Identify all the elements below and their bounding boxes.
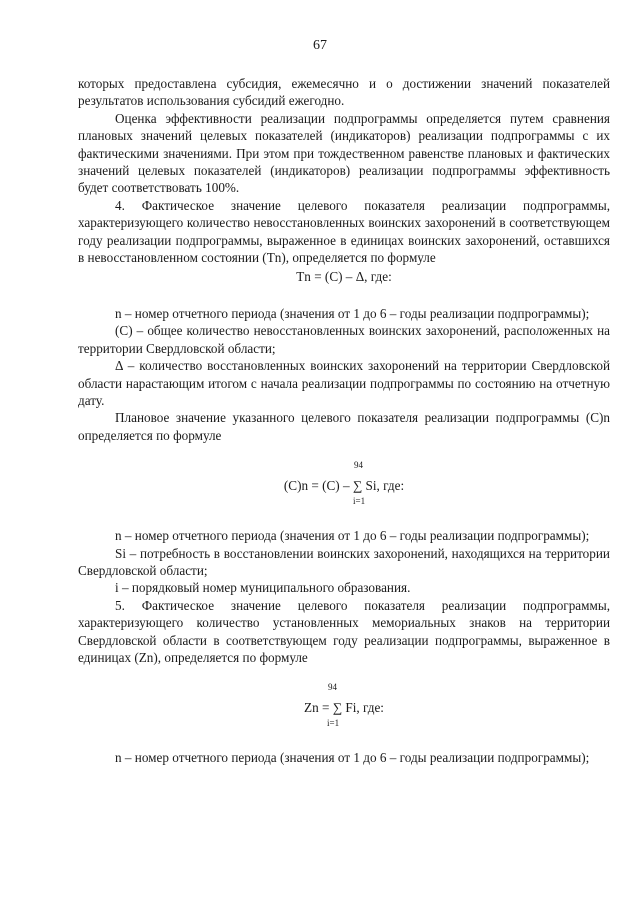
paragraph: Si – потребность в восстановлении воинских захоронений, находящихся на территории Свердловской области; bbox=[78, 545, 610, 578]
paragraph: которых предоставлена субсидия, ежемесячно и о достижении значений показателей результатов использования субсидий ежегодно. bbox=[78, 76, 610, 109]
paragraph: n – номер отчетного периода (значения от 1 до 6 – годы реализации подпрограммы); bbox=[115, 305, 590, 321]
sum-lower-limit: i=1 bbox=[327, 718, 340, 729]
formula-zn bbox=[78, 682, 610, 730]
paragraph: (С) – общее количество невосстановленных воинских захоронений, расположенных на территории Свердловской области; bbox=[78, 323, 610, 356]
document-body bbox=[78, 75, 610, 767]
paragraph: 4. Фактическое значение целевого показателя реализации подпрограммы, характеризующего количество невосстановленных воинских захоронений в соответствующем году реализации подпрограммы, выраженное в единицах воинских захоронений, оставшихся в невосстановленном состоянии (Тn), определяется по формуле bbox=[78, 197, 610, 266]
paragraph: Плановое значение указанного целевого показателя реализации подпрограммы (С)n определяется по формуле bbox=[78, 410, 610, 443]
paragraph: Δ – количество восстановленных воинских захоронений на территории Свердловской области нарастающим итогом с начала реализации подпрограммы по состоянию на отчетную дату. bbox=[78, 358, 610, 408]
formula-text: Zn = ∑ Fi, где: bbox=[304, 700, 384, 716]
page-number: 67 bbox=[313, 38, 327, 53]
paragraph: Оценка эффективности реализации подпрограммы определяется путем сравнения плановых значений целевых показателей (индикаторов) реализации подпрограммы с их фактическими значениями. При этом при тождественном равенстве плановых и фактических значений целевых показателей (индикаторов) реализации подпрограммы эффективность будет соответствовать 100%. bbox=[78, 110, 610, 196]
sum-lower-limit: i=1 bbox=[353, 496, 366, 507]
formula-cn bbox=[78, 460, 610, 508]
paragraph: i – порядковый номер муниципального образования. bbox=[115, 580, 411, 596]
formula-text: (С)n = (С) – ∑ Si, где: bbox=[283, 478, 405, 494]
paragraph: 5. Фактическое значение целевого показателя реализации подпрограммы, характеризующего количество установленных мемориальных знаков на территории Свердловской области в соответствующем году реализации подпрограммы, выраженное в единицах (Zn), определяется по формуле bbox=[78, 597, 610, 665]
formula-tn: Тn = (С) – Δ, где: bbox=[296, 269, 392, 285]
paragraph: n – номер отчетного периода (значения от 1 до 6 – годы реализации подпрограммы); bbox=[115, 528, 590, 544]
sum-upper-limit: 94 bbox=[354, 460, 363, 471]
sum-upper-limit: 94 bbox=[328, 682, 337, 693]
paragraph: n – номер отчетного периода (значения от 1 до 6 – годы реализации подпрограммы); bbox=[115, 750, 590, 766]
